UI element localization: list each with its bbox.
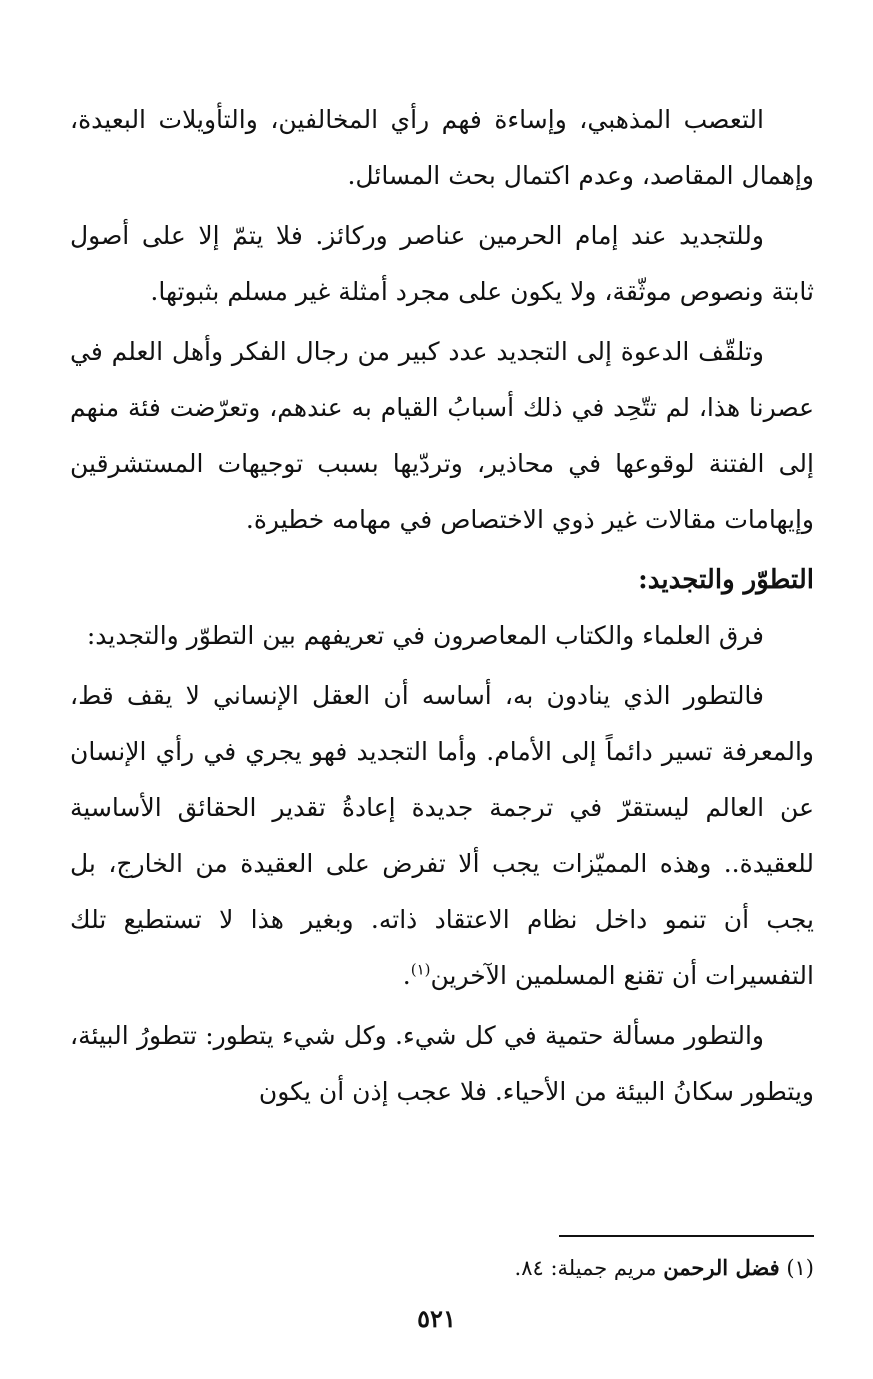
paragraph-6: والتطور مسألة حتمية في كل شيء. وكل شيء يتطور: تتطورُ البيئة، ويتطور سكانُ البيئة من الأحياء. فلا عجب إذن أن يكون	[70, 1021, 814, 1106]
footnote-number: (١)	[786, 1256, 814, 1280]
paragraph-5-end: .	[402, 961, 411, 990]
paragraph-2: وللتجديد عند إمام الحرمين عناصر وركائز. فلا يتمّ إلا على أصول ثابتة ونصوص موثّقة، ولا يكون على مجرد أمثلة غير مسلم بثبوتها.	[70, 221, 814, 306]
page-body	[70, 92, 814, 1124]
section-heading: التطوّر والتجديد:	[638, 565, 814, 595]
paragraph-4: فرق العلماء والكتاب المعاصرون في تعريفهم بين التطوّر والتجديد:	[86, 621, 764, 650]
footnote-divider	[559, 1235, 814, 1237]
page-number: ٥٢١	[417, 1304, 456, 1333]
paragraph-5	[70, 668, 814, 1004]
paragraph-3: وتلقّف الدعوة إلى التجديد عدد كبير من رجال الفكر وأهل العلم في عصرنا هذا، لم تتّحِد في ذلك أسبابُ القيام به عندهم، وتعرّضت فئة منهم إلى الفتنة لوقوعها في محاذير، وتردّيها بسبب توجيهات المستشرقين وإيهامات مقالات غير ذوي الاختصاص في مهامه خطيرة.	[70, 337, 814, 534]
footnote-source: مريم جميلة: ٨٤.	[514, 1256, 657, 1280]
footnote-author: فضل الرحمن	[663, 1255, 780, 1280]
footnote	[70, 1250, 814, 1286]
paragraph-1: التعصب المذهبي، وإساءة فهم رأي المخالفين، والتأويلات البعيدة، وإهمال المقاصد، وعدم اكتمال بحث المسائل.	[70, 105, 814, 190]
footnote-reference[interactable]: (١)	[410, 960, 431, 979]
paragraph-5-text: فالتطور الذي ينادون به، أساسه أن العقل الإنساني لا يقف قط، والمعرفة تسير دائماً إلى الأمام. وأما التجديد فهو يجري في رأي الإنسان عن العالم ليستقرّ في ترجمة جديدة إعادةُ تقدير الحقائق الأساسية للعقيدة.. وهذه المميّزات يجب ألا تفرض على العقيدة من الخارج، بل يجب أن تنمو داخل نظام الاعتقاد ذاته. وبغير هذا لا تستطيع تلك التفسيرات أن تقنع المسلمين الآخرين	[70, 681, 814, 990]
